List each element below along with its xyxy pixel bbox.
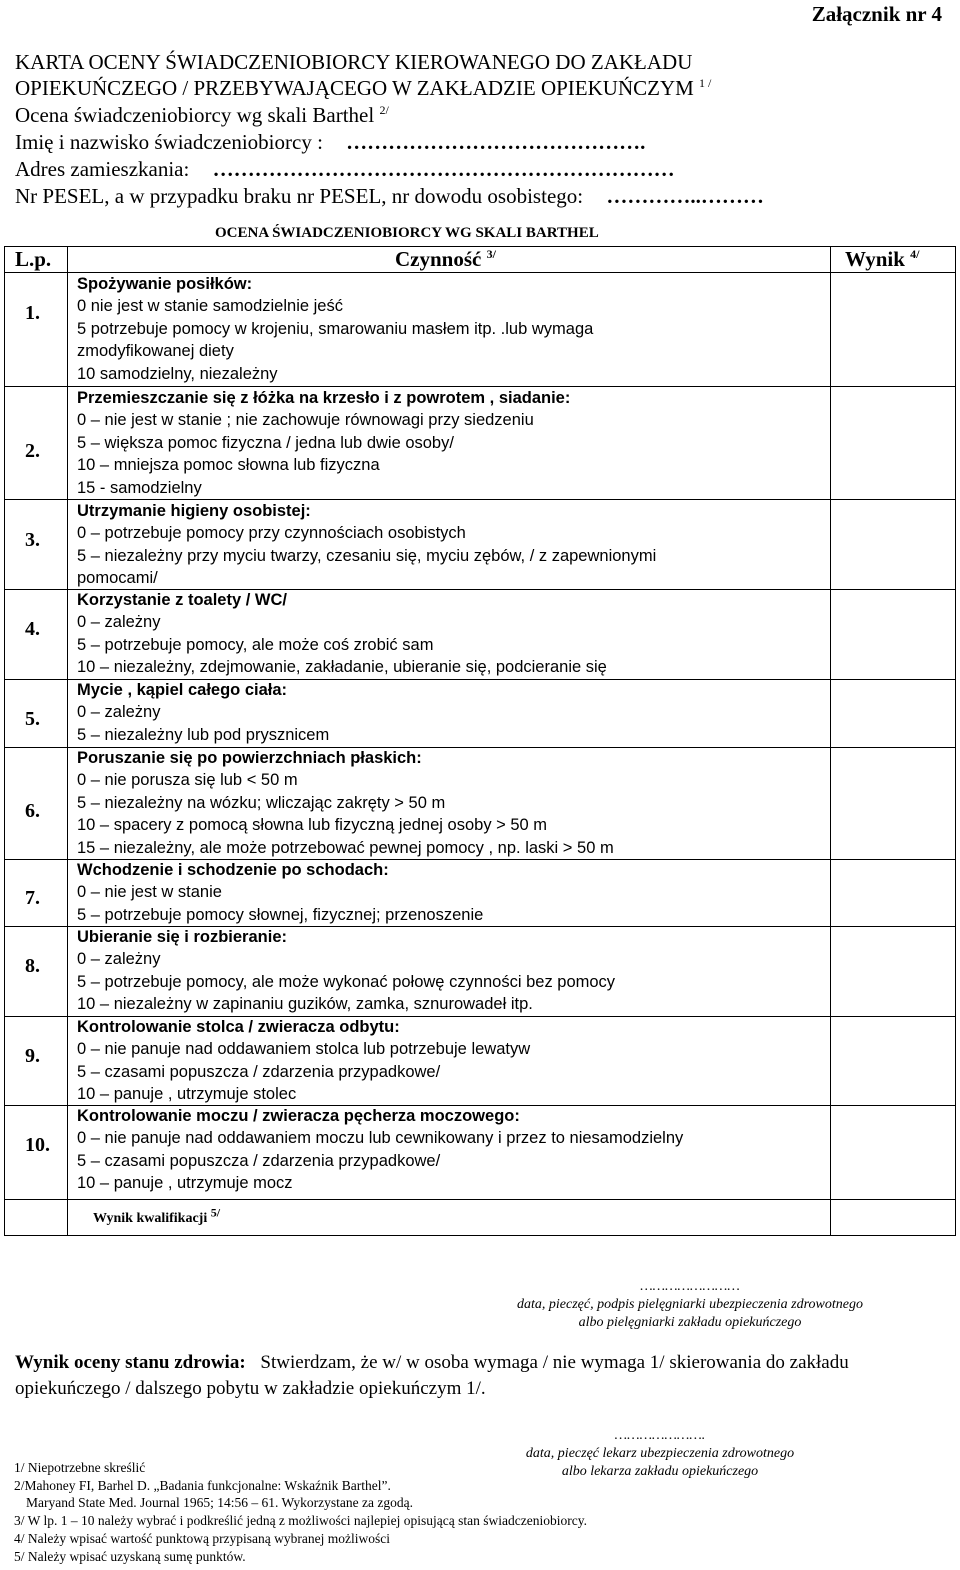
- header-activity: Czynność $^{3/}$: [395, 247, 496, 271]
- scale-heading: OCENA ŚWIADCZENIOBIORCY WG SKALI BARTHEL: [215, 225, 599, 241]
- row-number: 4.: [25, 618, 40, 640]
- row-number: 6.: [25, 800, 40, 822]
- row-number: 2.: [25, 440, 40, 462]
- row-number: 3.: [25, 529, 40, 551]
- row-number: 5.: [25, 708, 40, 730]
- address-field: Adres zamieszkania: …………………………………………………………: [15, 157, 675, 181]
- footnote-1: 1/ Niepotrzebne skreślić: [14, 1460, 146, 1475]
- activity-dressing: Ubieranie się i rozbieranie: 0 – zależny 5 – potrzebuje pomocy, ale może wykonać połowę czynności bez pomocy 10 – niezależny w zapinaniu guzików, zamka, sznurowadeł itp.: [77, 928, 616, 1014]
- activity-stairs: Wchodzenie i schodzenie po schodach: 0 – nie jest w stanie 5 – potrzebuje pomocy słownej, fizycznej; przenoszenie: [77, 861, 484, 924]
- title-line-2: OPIEKUŃCZEGO / PRZEBYWAJĄCEGO W ZAKŁADZIE OPIEKUŃCZYM $^{1 /}$: [15, 76, 712, 100]
- row-number: 10.: [25, 1134, 50, 1156]
- row-number: 8.: [25, 955, 40, 977]
- header-lp: L.p.: [15, 247, 52, 271]
- footnote-3: 3/ W lp. 1 – 10 należy wybrać i podkreślić jedną z możliwości najlepiej opisującą stan świadczeniobiorcy.: [14, 1513, 587, 1528]
- footnote-2: 2/Mahoney FI, Barhel D. „Badania funkcjonalne: Wskaźnik Barthel”.: [14, 1478, 391, 1493]
- row-number: 9.: [25, 1045, 40, 1067]
- activity-eating: Spożywanie posiłków: 0 nie jest w stanie samodzielnie jeść 5 potrzebuje pomocy w krojeniu, smarowaniu masłem itp. .lub wymaga zmodyfikowanej diety 10 samodzielny, niezależny: [77, 275, 594, 383]
- footnote-4: 4/ Należy wpisać wartość punktową przypisaną wybranej możliwości: [14, 1531, 391, 1546]
- doctor-signature-block: …………………. data, pieczęć lekarz ubezpieczenia zdrowotnego albo lekarza zakładu opiekuńczego: [525, 1428, 795, 1479]
- name-field: Imię i nazwisko świadczeniobiorcy : …………………………………….: [15, 130, 646, 154]
- column-divider: [830, 247, 831, 1235]
- activity-mobility: Poruszanie się po powierzchniach płaskich: 0 – nie porusza się lub < 50 m 5 – niezależny na wózku; wliczając zakręty > 50 m 10 – spacery z pomocą słowna lub fizyczną jednej osoby > 50 m 15 – niezależny, ale może potrzebować pewnej pomocy , np. laski > 50 m: [77, 749, 614, 857]
- row-number: 7.: [25, 887, 40, 909]
- row-number: 1.: [25, 302, 40, 324]
- activity-bowels: Kontrolowanie stolca / zwieracza odbytu: 0 – nie panuje nad oddawaniem stolca lub potrzebuje lewatyw 5 – czasami popuszcza / zdarzenia przypadkowe/ 10 – panuje , utrzymuje stolec: [77, 1018, 531, 1104]
- activity-bathing: Mycie , kąpiel całego ciała: 0 – zależny 5 – niezależny lub pod prysznicem: [77, 681, 330, 744]
- activity-transfer: Przemieszczanie się z łóżka na krzesło i z powrotem , siadanie: 0 – nie jest w stanie ; nie zachowuje równowagi przy siedzeniu 5 – większa pomoc fizyczna / jedna lub dwie osoby/ 10 – mniejsza pomoc słowna lub fizyczna 15 - samodzielny: [77, 389, 571, 497]
- barthel-table: [4, 246, 956, 1236]
- nurse-signature-block: …………………… data, pieczęć, podpis pielęgniarki ubezpieczenia zdrowotnego albo pielęgniarki zakładu opiekuńczego: [517, 1279, 863, 1330]
- activity-toilet: Korzystanie z toalety / WC/ 0 – zależny 5 – potrzebuje pomocy, ale może coś zrobić sam 10 – niezależny, zdejmowanie, zakładanie, ubieranie się, podcieranie się: [77, 591, 607, 677]
- assessment-line: Ocena świadczeniobiorcy wg skali Barthel $^{2/}$: [15, 103, 389, 127]
- attachment-label: Załącznik nr 4: [811, 2, 942, 26]
- header-result: Wynik $^{4/}$: [845, 247, 920, 271]
- title-line-1: KARTA OCENY ŚWIADCZENIOBIORCY KIEROWANEGO DO ZAKŁADU: [15, 50, 693, 74]
- pesel-field: Nr PESEL, a w przypadku braku nr PESEL, nr dowodu osobistego: …………..………: [15, 184, 764, 208]
- activity-hygiene: Utrzymanie higieny osobistej: 0 – potrzebuje pomocy przy czynnościach osobistych 5 – niezależny przy myciu twarzy, czesaniu się, myciu zębów, / z zapewnionymi pomocami/: [77, 502, 657, 588]
- footnote-5: 5/ Należy wpisać uzyskaną sumę punktów.: [14, 1549, 246, 1564]
- activity-bladder: Kontrolowanie moczu / zwieracza pęcherza moczowego: 0 – nie panuje nad oddawaniem moczu lub cewnikowany i przez to niesamodzielny 5 – czasami popuszcza / zdarzenia przypadkowe/ 10 – panuje , utrzymuje mocz: [77, 1107, 684, 1193]
- health-assessment: Wynik oceny stanu zdrowia: Stwierdzam, że w/ w osoba wymaga / nie wymaga 1/ skierowania do zakładu opiekuńczego / dalszego pobytu w zakładzie opiekuńczym 1/.: [15, 1352, 849, 1399]
- column-divider: [67, 247, 68, 1235]
- footnote-2-cont: Maryand State Med. Journal 1965; 14:56 – 61. Wykorzystane za zgodą.: [26, 1495, 413, 1510]
- qualification-label: Wynik kwalifikacji $^{5/}$: [93, 1205, 221, 1226]
